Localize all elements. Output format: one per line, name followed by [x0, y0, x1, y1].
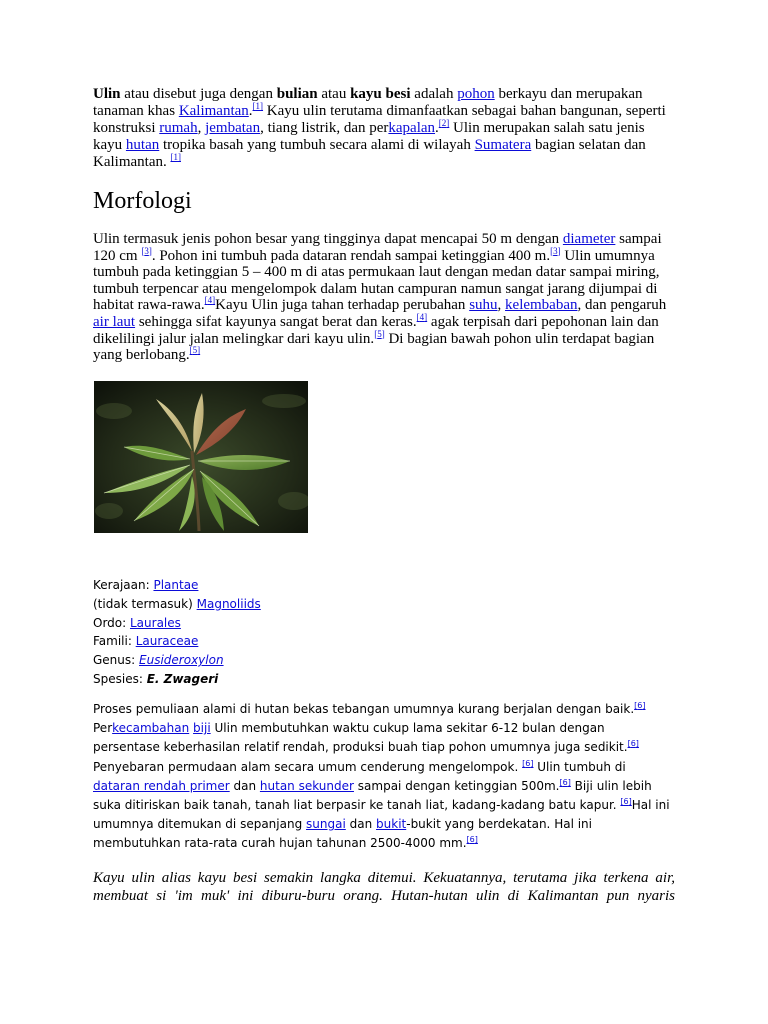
link-eusideroxylon[interactable]: Eusideroxylon	[139, 653, 224, 668]
link-sumatera[interactable]: Sumatera	[474, 137, 532, 153]
species-name: E. Zwageri	[146, 671, 219, 686]
prose-text: -bukit yang berdekatan. Hal ini membutuhkan rata-rata curah hujan tahunan 2500-4000 mm.	[93, 817, 592, 851]
term-kayu-besi: kayu besi	[350, 86, 411, 102]
intro-text: .	[248, 103, 253, 119]
citation-ref[interactable]: [ $^2$ ]	[439, 118, 450, 128]
citation-ref[interactable]: [ $^6$ ]	[560, 778, 571, 787]
taxonomy-list	[93, 576, 261, 689]
link-sungai[interactable]: sungai	[306, 817, 346, 832]
prose-text: Proses pemuliaan alami di hutan bekas tebangan umumnya kurang berjalan dengan baik.	[93, 702, 635, 716]
taxonomy-row-kingdom	[93, 576, 261, 595]
citation-ref[interactable]: [ $^4$ ]	[205, 295, 216, 305]
link-rumah[interactable]: rumah	[159, 120, 198, 136]
citation-ref[interactable]: [ $^6$ ]	[634, 701, 645, 710]
prose-text: Hal ini umumnya ditemukan di sepanjang	[93, 798, 670, 832]
morfologi-paragraph	[93, 231, 673, 364]
citation-ref[interactable]: [ $^4$ ]	[417, 312, 428, 322]
taxonomy-label: Spesies:	[93, 671, 147, 686]
prose-text: Per	[93, 721, 113, 736]
taxonomy-label: Ordo:	[93, 615, 130, 630]
intro-text: Kayu ulin terutama dimanfaatkan sebagai bahan bangunan, seperti konstruksi	[93, 103, 666, 136]
intro-text: adalah	[410, 86, 458, 102]
link-kalimantan[interactable]: Kalimantan	[178, 103, 249, 119]
closing-italic-paragraph: Kayu ulin alias kayu besi semakin langka ditemui. Kekuatannya, terutama jika terkena air, membuat si 'im muk' ini diburu-buru orang. Hutan-hutan ulin di Kalimantan pun nyaris	[93, 870, 675, 904]
taxonomy-row-species	[93, 670, 261, 689]
citation-ref[interactable]: [ $^6$ ]	[522, 759, 533, 768]
citation-ref[interactable]: [ $^1$ ]	[170, 152, 181, 162]
intro-text: .	[435, 120, 439, 136]
intro-text: atau	[317, 86, 351, 102]
citation-ref[interactable]: [ $^5$ ]	[374, 329, 385, 339]
taxonomy-label: Kerajaan:	[93, 578, 154, 592]
link-kelembaban[interactable]: kelembaban	[505, 297, 578, 314]
taxonomy-row-genus	[93, 651, 261, 670]
prose-text: sampai dengan ketinggian 500m.	[353, 778, 560, 793]
morfologi-text: agak terpisah dari pepohonan lain dan dikelilingi jalur jalan melingkar dari kayu ulin.	[93, 313, 659, 347]
taxonomy-row-order	[93, 614, 261, 633]
link-plantae[interactable]: Plantae	[153, 578, 199, 592]
morfologi-text: Di bagian bawah pohon ulin terdapat bagian yang berlobang.	[93, 330, 655, 364]
citation-ref[interactable]: [ $^3$ ]	[550, 246, 561, 256]
link-bukit[interactable]: bukit	[376, 817, 407, 832]
citation-ref[interactable]: [ $^5$ ]	[190, 345, 201, 355]
taxonomy-row-unranked	[93, 595, 261, 614]
prose-text: dan	[229, 778, 260, 793]
link-lauraceae[interactable]: Lauraceae	[135, 634, 199, 649]
term-ulin: Ulin	[93, 86, 121, 102]
citation-ref[interactable]: [ $^6$ ]	[467, 835, 478, 844]
link-suhu[interactable]: suhu	[469, 297, 498, 314]
link-air-laut[interactable]: air laut	[93, 313, 136, 330]
link-pohon[interactable]: pohon	[457, 86, 495, 102]
intro-text: tropika basah yang tumbuh secara alami di wilayah	[159, 137, 475, 153]
leaf-illustration	[94, 381, 308, 533]
link-hutan[interactable]: hutan	[125, 137, 160, 153]
taxonomy-label: Famili:	[93, 634, 136, 649]
citation-ref[interactable]: [ $^6$ ]	[620, 797, 631, 806]
taxonomy-label: Genus:	[93, 653, 140, 668]
propagation-paragraph	[93, 700, 673, 854]
morfologi-text: Kayu Ulin juga tahan terhadap perubahan	[215, 297, 470, 314]
link-jembatan[interactable]: jembatan	[205, 120, 261, 136]
morfologi-text: , dan pengaruh	[577, 297, 667, 314]
prose-text: Penyebaran permudaan alam secara umum cenderung mengelompok.	[93, 759, 523, 774]
term-bulian: bulian	[276, 86, 318, 102]
morfologi-text: . Pohon ini tumbuh pada dataran rendah sampai ketinggian 400 m.	[151, 247, 551, 264]
intro-text: bagian selatan dan Kalimantan.	[93, 137, 646, 170]
citation-ref[interactable]: [ $^1$ ]	[253, 101, 264, 111]
prose-text: Biji ulin lebih suka ditiriskan baik tanah, tanah liat berpasir ke tanah liat, kadang-kadang batu kapur.	[93, 778, 652, 813]
intro-paragraph	[93, 86, 673, 171]
ulin-plant-photo	[94, 381, 308, 533]
link-kecambahan[interactable]: kecambahan	[112, 721, 190, 736]
link-biji[interactable]: biji	[193, 721, 211, 736]
morfologi-text: sampai 120 cm	[93, 231, 662, 264]
link-kapalan[interactable]: kapalan	[388, 120, 436, 136]
morfologi-text: ,	[497, 297, 506, 314]
citation-ref[interactable]: [ $^6$ ]	[628, 739, 639, 748]
morfologi-text: sehingga sifat kayunya sangat berat dan keras.	[135, 313, 417, 330]
link-laurales[interactable]: Laurales	[129, 615, 181, 630]
morfologi-text: Ulin umumnya tumbuh pada ketinggian 5 – 400 m di atas permukaan laut dengan medan datar sampai miring, tumbuh terpencar atau mengelompok dalam hutan campuran namun sangat jarang dijumpai di habitat rawa-rawa.	[93, 247, 660, 314]
link-diameter[interactable]: diameter	[562, 231, 616, 247]
link-hutan-sekunder[interactable]: hutan sekunder	[259, 778, 354, 793]
intro-text: , tiang listrik, dan per	[260, 120, 389, 136]
taxonomy-label: (tidak termasuk)	[93, 596, 197, 611]
citation-ref[interactable]: [ $^3$ ]	[141, 246, 152, 256]
prose-text: dan	[345, 817, 377, 832]
intro-text: ,	[197, 120, 206, 136]
section-heading-morfologi: Morfologi	[93, 188, 192, 214]
taxonomy-row-family	[93, 632, 261, 651]
morfologi-text: Ulin termasuk jenis pohon besar yang tingginya dapat mencapai 50 m dengan	[93, 231, 563, 247]
prose-text: Ulin tumbuh di	[533, 759, 626, 774]
link-dataran-rendah-primer[interactable]: dataran rendah primer	[93, 778, 230, 793]
intro-text: atau disebut juga dengan	[120, 86, 277, 102]
link-magnoliids[interactable]: Magnoliids	[196, 596, 261, 611]
intro-text: berkayu dan merupakan tanaman khas	[93, 86, 643, 119]
prose-text: Ulin membutuhkan waktu cukup lama sekitar 6-12 bulan dengan persentase keberhasilan relatif rendah, produksi buah tiap pohon umumnya juga sedikit.	[93, 721, 628, 755]
intro-text: Ulin merupakan salah satu jenis kayu	[93, 120, 645, 153]
